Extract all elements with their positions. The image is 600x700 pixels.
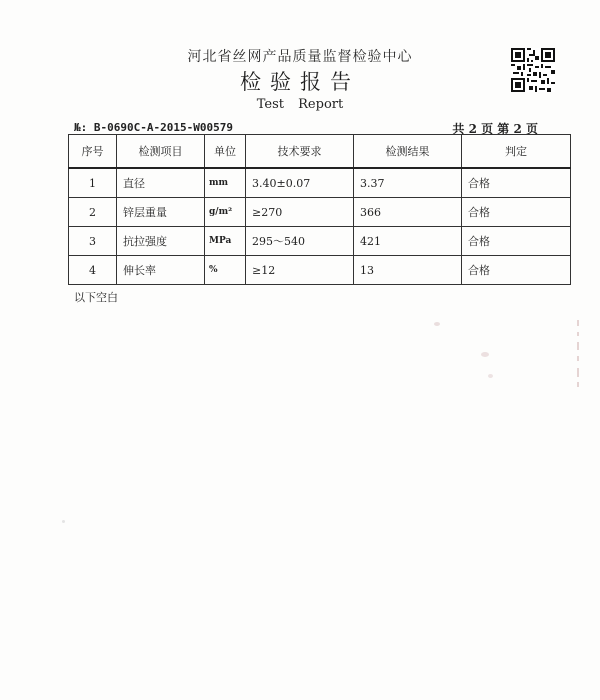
column-header: 单位 xyxy=(205,135,246,169)
result: 421 xyxy=(354,227,462,256)
test-item: 抗拉强度 xyxy=(117,227,205,256)
result: 3.37 xyxy=(354,168,462,198)
verdict: 合格 xyxy=(462,198,571,227)
column-header: 检测项目 xyxy=(117,135,205,169)
column-header: 序号 xyxy=(69,135,117,169)
row-number: 2 xyxy=(69,198,117,227)
unit: mm xyxy=(205,168,246,198)
row-number: 3 xyxy=(69,227,117,256)
test-item: 直径 xyxy=(117,168,205,198)
table-header-row xyxy=(69,135,571,169)
column-header: 判定 xyxy=(462,135,571,169)
requirement: ≥270 xyxy=(246,198,354,227)
verdict: 合格 xyxy=(462,256,571,285)
org-name: 河北省丝网产品质量监督检验中心 xyxy=(187,49,413,65)
requirement: 3.40±0.07 xyxy=(246,168,354,198)
test-item: 锌层重量 xyxy=(117,198,205,227)
row-number: 4 xyxy=(69,256,117,285)
table-row xyxy=(69,198,571,227)
report-title-en: Test Report xyxy=(256,97,344,112)
column-header: 技术要求 xyxy=(246,135,354,169)
unit: MPa xyxy=(205,227,246,256)
qr-code-icon xyxy=(511,48,555,92)
requirement: 295～540 xyxy=(246,227,354,256)
scan-speck xyxy=(488,374,493,378)
scan-speck xyxy=(481,352,489,357)
test-item: 伸长率 xyxy=(117,256,205,285)
unit: g/m² xyxy=(205,198,246,227)
verdict: 合格 xyxy=(462,227,571,256)
verdict: 合格 xyxy=(462,168,571,198)
results-table xyxy=(68,134,571,285)
requirement: ≥12 xyxy=(246,256,354,285)
table-row xyxy=(69,256,571,285)
report-title-cn: 检验报告 xyxy=(240,70,360,94)
table-row xyxy=(69,168,571,198)
page-info: 共 2 页 第 2 页 xyxy=(452,122,538,136)
scan-speck xyxy=(62,520,65,523)
blank-below-note: 以下空白 xyxy=(74,291,118,304)
edge-stamp-mark xyxy=(576,320,582,390)
scan-speck xyxy=(434,322,440,326)
row-number: 1 xyxy=(69,168,117,198)
result: 13 xyxy=(354,256,462,285)
table-row xyxy=(69,227,571,256)
result: 366 xyxy=(354,198,462,227)
unit: % xyxy=(205,256,246,285)
report-number: №: B-0690C-A-2015-W00579 xyxy=(74,121,233,134)
column-header: 检测结果 xyxy=(354,135,462,169)
